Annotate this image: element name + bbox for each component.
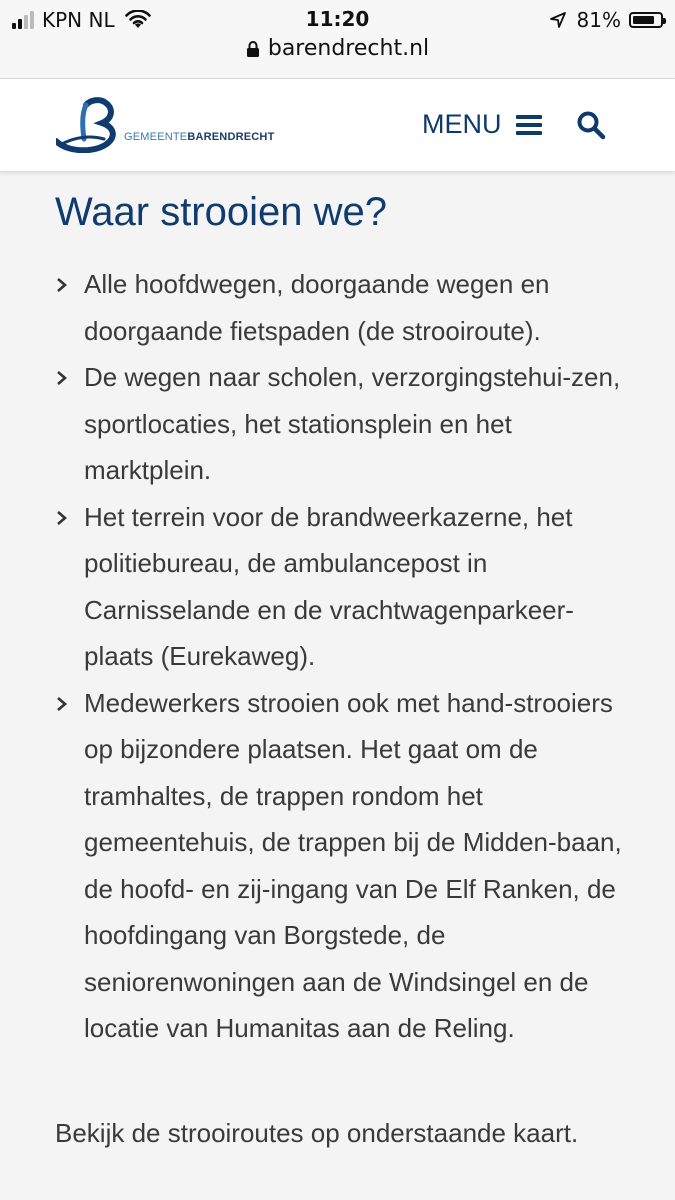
logo-text-light: GEMEENTE — [124, 131, 188, 143]
map-intro-text: Bekijk de strooiroutes op onderstaande kaart. — [55, 1117, 579, 1148]
status-right — [549, 8, 663, 32]
logo-wordmark — [124, 131, 275, 143]
chevron-right-icon — [55, 697, 69, 711]
battery-percent: 81% — [576, 8, 621, 32]
hamburger-icon — [516, 114, 542, 136]
status-time: 11:20 — [305, 7, 370, 31]
lock-icon — [246, 40, 260, 58]
address-bar[interactable] — [0, 36, 675, 61]
list-item-text: De wegen naar scholen, verzorgingstehui-zen, sportlocaties, het stationsplein en het marktplein. — [84, 362, 621, 485]
page-title: Waar strooien we? — [55, 190, 387, 234]
logo-text-bold: BARENDRECHT — [187, 131, 275, 143]
list-item — [55, 494, 625, 680]
main-content — [55, 188, 625, 1156]
list-item — [55, 680, 625, 1052]
chevron-right-icon — [55, 511, 69, 525]
list-item — [55, 354, 625, 494]
list-item-text: Medewerkers strooien ook met hand-strooiers op bijzondere plaatsen. Het gaat om de tramhaltes, de trappen rondom het gemeentehuis, de trappen bij de Midden-baan, de hoofd- en zij-ingang van De Elf Ranken, de hoofdingang van Borgstede, de seniorenwoningen aan de Windsingel en de locatie van Humanitas aan de Reling. — [84, 687, 622, 1043]
menu-label: MENU — [422, 109, 502, 139]
url-text: barendrecht.nl — [267, 36, 430, 61]
strooi-locations-list — [55, 261, 625, 1052]
location-arrow-icon — [549, 11, 567, 29]
site-header — [0, 79, 675, 171]
logo[interactable] — [56, 95, 275, 153]
battery-icon — [629, 12, 663, 28]
list-item — [55, 261, 625, 354]
list-item-text: Alle hoofdwegen, doorgaande wegen en doorgaande fietspaden (de strooiroute). — [84, 269, 550, 346]
menu-button[interactable] — [422, 109, 542, 140]
status-bar — [0, 0, 675, 79]
barendrecht-logo-icon — [56, 95, 122, 153]
list-item-text: Het terrein voor de brandweerkazerne, het politiebureau, de ambulancepost in Carnisselande en de vrachtwagenparkeer-plaats (Eurekaweg). — [84, 501, 574, 671]
chevron-right-icon — [55, 371, 69, 385]
carrier-name: KPN NL — [42, 8, 115, 32]
battery-fill — [633, 16, 654, 24]
chevron-right-icon — [55, 278, 69, 292]
search-icon[interactable] — [576, 110, 606, 140]
